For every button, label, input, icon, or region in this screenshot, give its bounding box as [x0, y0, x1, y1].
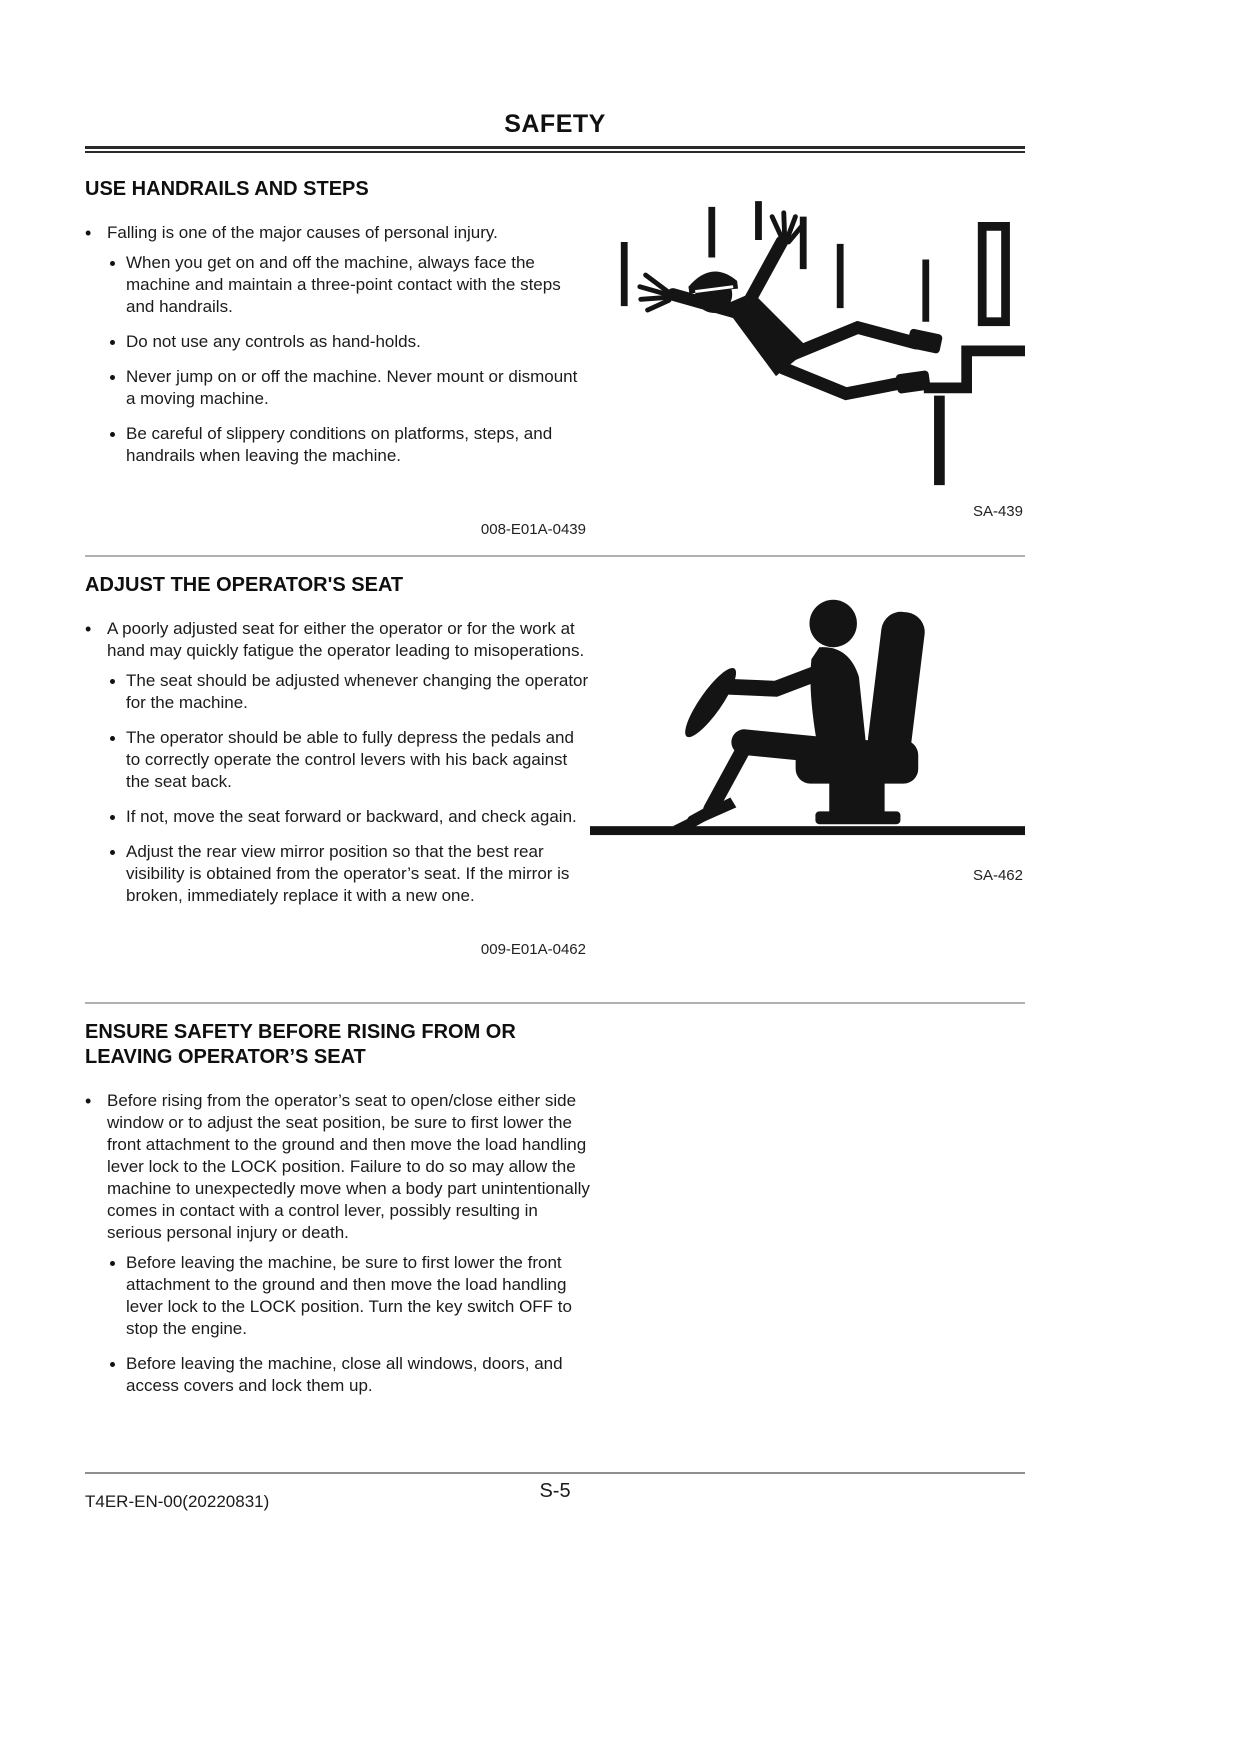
bullet-icon: •: [85, 223, 92, 243]
sub-bullet-item: [107, 423, 590, 467]
figure-sa-462: [590, 573, 1025, 884]
footer-page-number: S-5: [539, 1480, 571, 1502]
sub-bullet-item: [107, 727, 590, 793]
section-adjust-operators-seat: [85, 555, 1025, 1002]
sub-bullet-icon: [110, 727, 126, 793]
section-2-text-column: [85, 573, 590, 958]
bullet-item: [85, 1090, 590, 1397]
sub-bullet-item: [107, 252, 590, 318]
section-1-ref-code: 008-E01A-0439: [480, 521, 586, 538]
sub-bullet-icon: [110, 1252, 126, 1340]
page-footer: [85, 1472, 1025, 1526]
bullet-icon: •: [85, 1091, 92, 1111]
sub-bullet-text: When you get on and off the machine, always face the machine and maintain a three-point contact with the steps and handrails.: [126, 253, 561, 316]
sub-bullet-icon: [110, 806, 126, 828]
sub-bullet-icon: [110, 366, 126, 410]
bullet-icon: •: [85, 619, 92, 639]
sub-bullet-item: [107, 331, 590, 353]
sub-bullet-icon: [110, 331, 126, 353]
sub-bullet-text: Be careful of slippery conditions on platforms, steps, and handrails when leaving the machine.: [126, 424, 553, 465]
sub-bullet-icon: [110, 1353, 126, 1397]
sub-bullet-item: [107, 1252, 590, 1340]
sub-bullet-item: [107, 366, 590, 410]
bullet-item: [85, 618, 590, 907]
bullet-item: [85, 222, 590, 467]
sub-bullet-icon: [110, 252, 126, 318]
sub-bullet-text: The operator should be able to fully depress the pedals and to correctly operate the control levers with his back against the seat back.: [126, 728, 574, 791]
section-1-text-column: [85, 177, 590, 538]
sub-bullet-item: [107, 806, 590, 828]
seated-operator-illustration: [590, 583, 1025, 841]
sub-bullet-text: Before leaving the machine, close all windows, doors, and access covers and lock them up.: [126, 1354, 563, 1395]
section-3-title: ENSURE SAFETY BEFORE RISING FROM OR LEAVING OPERATOR’S SEAT: [85, 1021, 516, 1068]
section-2-ref-code: 009-E01A-0462: [480, 941, 586, 958]
sub-bullet-text: Never jump on or off the machine. Never mount or dismount a moving machine.: [126, 367, 578, 408]
sub-bullet-icon: [110, 670, 126, 714]
figure-label: SA-462: [972, 867, 1023, 884]
sub-bullet-item: [107, 841, 590, 907]
bullet-text: A poorly adjusted seat for either the operator or for the work at hand may quickly fatigue the operator leading to misoperations.: [107, 619, 585, 660]
page-header: [85, 110, 1025, 153]
section-3-text-column: [85, 1020, 590, 1397]
section-use-handrails-and-steps: [85, 153, 1025, 555]
sub-bullet-text: Before leaving the machine, be sure to first lower the front attachment to the ground and then move the load handling lever lock to the LOCK position. Turn the key switch OFF to stop the engine.: [126, 1253, 572, 1338]
sub-bullet-item: [107, 670, 590, 714]
footer-doc-code: T4ER-EN-00(20220831): [85, 1492, 270, 1511]
sub-bullet-text: The seat should be adjusted whenever changing the operator for the machine.: [126, 671, 589, 712]
sub-bullet-icon: [110, 423, 126, 467]
header-double-rule: [85, 146, 1025, 153]
figure-sa-439: [590, 177, 1025, 520]
figure-label: SA-439: [972, 503, 1023, 520]
falling-person-illustration: [597, 201, 1025, 493]
section-1-title: USE HANDRAILS AND STEPS: [85, 178, 369, 200]
sub-bullet-icon: [110, 841, 126, 907]
sub-bullet-text: Do not use any controls as hand-holds.: [126, 332, 421, 351]
section-ensure-safety-before-rising: [85, 1002, 1025, 1397]
sub-bullet-text: Adjust the rear view mirror position so that the best rear visibility is obtained from the operator’s seat. If the mirror is broken, immediately replace it with a new one.: [126, 842, 570, 905]
page-title: SAFETY: [504, 110, 606, 138]
sub-bullet-item: [107, 1353, 590, 1397]
section-2-title: ADJUST THE OPERATOR'S SEAT: [85, 574, 404, 596]
bullet-text: Falling is one of the major causes of personal injury.: [107, 223, 498, 242]
sub-bullet-text: If not, move the seat forward or backward, and check again.: [126, 807, 577, 826]
bullet-text: Before rising from the operator’s seat to open/close either side window or to adjust the seat position, be sure to first lower the front attachment to the ground and then move the load handling lever lock to the LOCK position. Failure to do so may allow the machine to unexpectedly move when a body part unintentionally comes in contact with a control lever, possibly resulting in serious personal injury or death.: [107, 1091, 590, 1242]
